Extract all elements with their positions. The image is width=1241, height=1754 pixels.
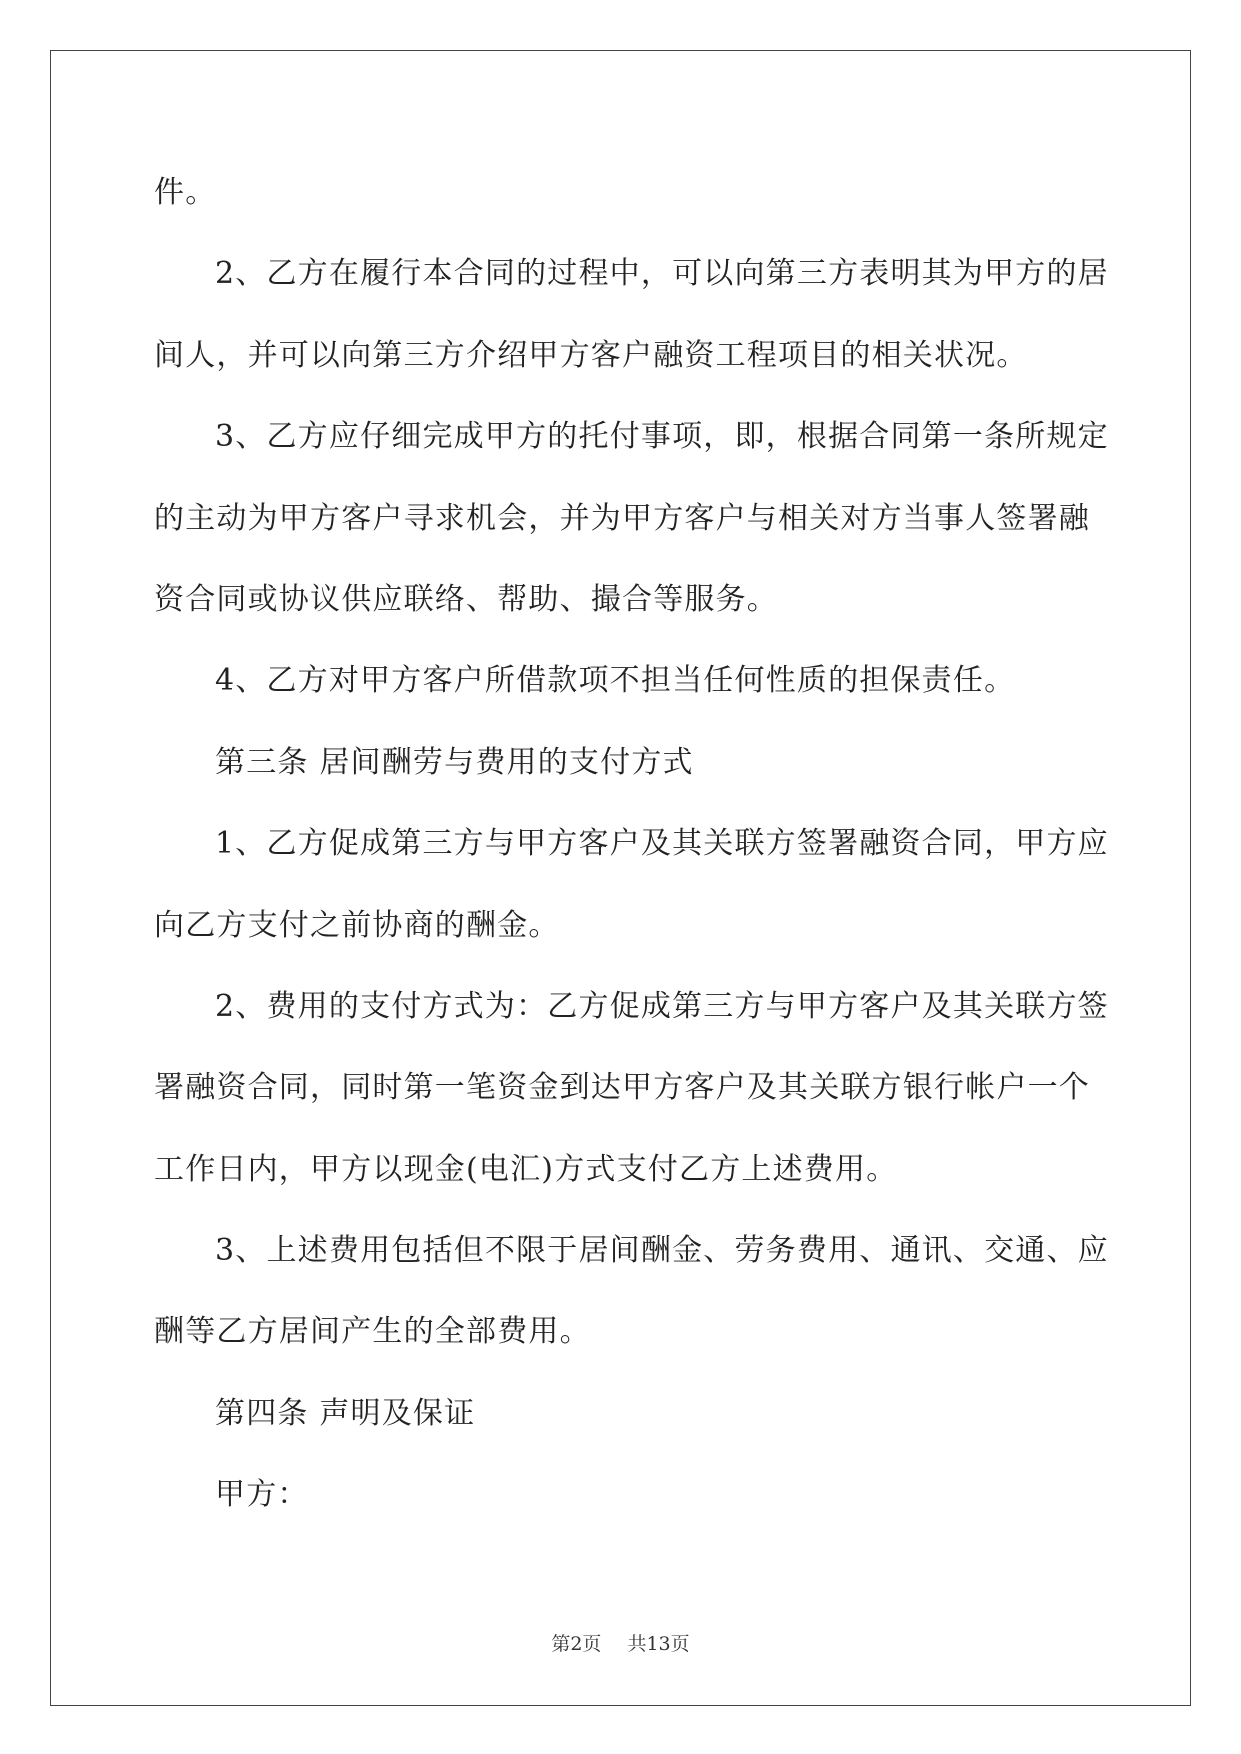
clause-3-item-1 (154, 803, 1154, 966)
clause-2-item-3 (154, 396, 1154, 640)
text-line: 向乙方支付之前协商的酬金。 (154, 907, 560, 943)
text-line: 件。 (154, 175, 217, 210)
paragraph-continuation (154, 152, 1154, 233)
page-total: 共13页 (627, 1633, 690, 1655)
page-number: 第2页 (551, 1633, 602, 1655)
clause-2-item-4 (154, 640, 1154, 721)
article-4-heading (154, 1373, 1154, 1454)
text-line: 3、上述费用包括但不限于居间酬金、劳务费用、通讯、交通、应 (215, 1233, 1109, 1269)
text-line: 甲方： (215, 1477, 309, 1513)
page-footer (0, 1630, 1241, 1658)
text-line: 3、乙方应仔细完成甲方的托付事项，即，根据合同第一条所规定 (215, 419, 1109, 455)
article-3-heading (154, 722, 1154, 803)
text-line: 1、乙方促成第三方与甲方客户及其关联方签署融资合同，甲方应 (215, 826, 1109, 862)
text-line: 2、费用的支付方式为：乙方促成第三方与甲方客户及其关联方签 (215, 988, 1109, 1024)
clause-3-item-2 (154, 966, 1154, 1210)
text-line: 工作日内，甲方以现金(电汇)方式支付乙方上述费用。 (154, 1151, 898, 1187)
text-line: 第四条 声明及保证 (215, 1395, 476, 1431)
clause-2-item-2 (154, 233, 1154, 396)
text-line: 的主动为甲方客户寻求机会，并为甲方客户与相关对方当事人签署融 (154, 500, 1090, 536)
party-a-label (154, 1454, 1154, 1535)
text-line: 酬等乙方居间产生的全部费用。 (154, 1314, 591, 1350)
text-line: 资合同或协议供应联络、帮助、撮合等服务。 (154, 581, 778, 617)
text-line: 2、乙方在履行本合同的过程中，可以向第三方表明其为甲方的居 (215, 256, 1109, 292)
clause-3-item-3 (154, 1210, 1154, 1373)
document-body (154, 152, 1154, 1536)
text-line: 间人，并可以向第三方介绍甲方客户融资工程项目的相关状况。 (154, 337, 1028, 373)
text-line: 4、乙方对甲方客户所借款项不担当任何性质的担保责任。 (215, 663, 1016, 699)
text-line: 署融资合同，同时第一笔资金到达甲方客户及其关联方银行帐户一个 (154, 1070, 1090, 1106)
text-line: 第三条 居间酬劳与费用的支付方式 (215, 744, 694, 780)
